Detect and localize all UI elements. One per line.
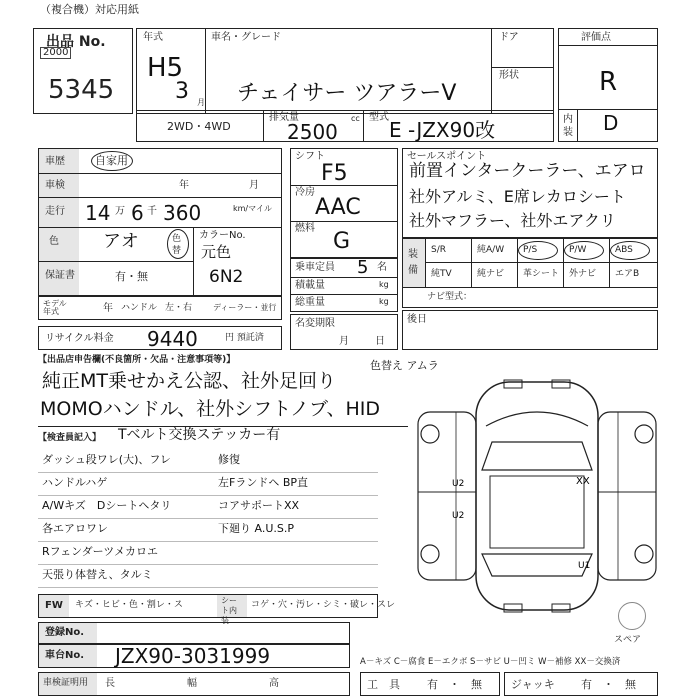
inspector-label: 【検査員記入】 (38, 433, 102, 443)
grade-value: R (599, 67, 618, 97)
name-change-month: 月 (339, 336, 349, 347)
equipment-item: P/S (523, 245, 538, 255)
inspector-right-line: 修復 (218, 453, 240, 466)
shift-label: シフト (295, 151, 325, 162)
inspector-head: Tベルト交換ステッカー有 (118, 427, 281, 443)
type-label: 型式 (369, 112, 389, 123)
damage-mark: XX (576, 476, 590, 487)
name-change-day: 日 (375, 336, 385, 347)
mileage-value-3: 360 (163, 201, 202, 225)
recycle-value: 9440 (147, 327, 198, 351)
model-year-unit: 年 (103, 303, 113, 314)
inspection-year-unit: 年 (179, 180, 189, 191)
recycle-row (38, 326, 282, 350)
type-value: E -JZX90改 (389, 118, 496, 142)
cert-option: 幅 (187, 678, 197, 689)
chassis-label: 車台No. (45, 650, 85, 661)
equipment-item: S/R (431, 245, 446, 255)
mileage-value-2: 6 (131, 201, 144, 225)
seller-line-1: 純正MT乗せかえ公認、社外足回り (42, 370, 336, 392)
name-change-label: 名変期限 (295, 318, 335, 329)
handle-label: ハンドル (121, 303, 158, 313)
load-unit: kg (379, 280, 389, 289)
seat-label: シート内装 (221, 596, 237, 625)
capacity-value: 5 (357, 257, 369, 278)
extra-label: 後日 (407, 314, 427, 325)
color-note: 色替 (172, 234, 182, 256)
inspector-right-line: コアサポートXX (218, 499, 300, 512)
mileage-unit-1: 万 (115, 206, 125, 217)
damage-mark: U2 (452, 479, 465, 489)
seat-items: コゲ・穴・汚レ・シミ・破レ・スレ (251, 600, 396, 610)
handle-options: 左・右 (165, 303, 193, 313)
inspector-note-line: 天張り体替え、タルミ (42, 568, 153, 581)
jack-label: ジャッキ (511, 678, 555, 691)
model-label: 車名・グレード (211, 32, 281, 43)
warranty-label: 保証書 (45, 270, 75, 281)
lot-label: 出品 No. (46, 34, 106, 50)
sales-label: セールスポイント (407, 151, 487, 162)
inspector-right-line: 下廻り A.U.S.P (218, 522, 294, 535)
equipment-item: エアB (615, 269, 640, 279)
cert-row (38, 672, 350, 696)
chassis-row (38, 644, 350, 668)
displacement-unit: cc (351, 114, 360, 123)
interior-value: D (603, 111, 619, 135)
inspection-month-unit: 月 (249, 180, 259, 191)
recycle-unit: 円 預託済 (225, 333, 264, 343)
reg-label: 登録No. (45, 627, 85, 638)
sales-line-1: 前置インタークーラー、エアロ (409, 161, 646, 181)
inspector-note-line: A/Wキズ Dシートヘタリ (42, 499, 172, 512)
top-note: （複合機）対応用紙 (40, 3, 139, 16)
car-history-value: 自家用 (95, 154, 128, 167)
interior-label: 内装 (563, 114, 573, 138)
damage-mark: U2 (452, 511, 465, 521)
history-block (38, 148, 282, 296)
grade-box (558, 28, 658, 142)
year-value: H5 (147, 53, 184, 83)
condition-row (38, 594, 396, 625)
color-label: 色 (49, 236, 59, 247)
ac-label: 冷房 (295, 187, 315, 198)
ac-value: AAC (315, 195, 361, 220)
shape-label: 形状 (499, 70, 519, 81)
tools-options: 有 ・ 無 (427, 678, 482, 691)
model-year-label: モデル年式 (43, 299, 67, 316)
recycle-label: リサイクル料金 (45, 333, 114, 344)
spare-label: スペア (614, 635, 642, 645)
cert-option: 高 (269, 678, 279, 689)
color-no-value-1: 元色 (201, 243, 232, 261)
lot-number: 5345 (48, 75, 115, 105)
gross-label: 総重量 (295, 297, 325, 308)
displacement-value: 2500 (287, 120, 338, 144)
drive-row (136, 110, 554, 142)
lot-box (33, 28, 133, 114)
gross-unit: kg (379, 297, 389, 306)
vehicle-box (136, 28, 554, 114)
month-value: 3 (175, 79, 189, 104)
equipment-item: ABS (615, 245, 633, 255)
cert-option: 長 (105, 678, 115, 689)
equipment-item: 革シート (523, 269, 560, 279)
inspection-label: 車検 (45, 180, 65, 191)
spare-tire-icon (618, 602, 646, 630)
equipment-item: P/W (569, 245, 587, 255)
fuel-value: G (333, 229, 351, 254)
warranty-options: 有・無 (115, 270, 148, 283)
displacement-label: 排気量 (269, 112, 299, 123)
fw-label: FW (45, 600, 63, 611)
lot-year-code: 2000 (40, 47, 71, 59)
year-label: 年式 (143, 32, 163, 43)
equipment-item: 純ナビ (477, 269, 505, 279)
car-diagram (416, 372, 658, 620)
specs-box (290, 148, 398, 258)
inspector-note-line: ダッシュ段ワレ(大)、フレ (42, 453, 171, 466)
equip-label: 装備 (408, 249, 418, 276)
navi-label: ナビ型式： (427, 292, 473, 302)
inspector-note-line: ハンドルハゲ (42, 476, 108, 489)
equipment-item: 純A/W (477, 245, 505, 255)
shift-value: F5 (321, 161, 348, 186)
mileage-label: 走行 (45, 206, 65, 217)
color-side-note: 色替え アムラ (370, 359, 439, 372)
load-label: 積載量 (295, 280, 325, 291)
dealer-label: ディーラー・並行 (213, 303, 277, 312)
fuel-label: 燃料 (295, 223, 315, 234)
month-unit: 月 (197, 98, 205, 107)
sales-line-3: 社外マフラー、社外エアクリ (409, 211, 616, 230)
equipment-circle-mark (518, 241, 558, 260)
inspector-right-line: 左Fランドヘ BP直 (218, 476, 309, 489)
equipment-box (402, 238, 658, 308)
model-row (38, 296, 282, 320)
mileage-value-1: 14 (85, 201, 111, 225)
jack-options: 有 ・ 無 (581, 678, 636, 691)
equipment-item: 純TV (431, 269, 452, 279)
damage-legend: A－キズ C－腐食 E－エクボ S－サビ U－凹ミ W－補修 XX－交換済 (360, 657, 621, 667)
color-no-label: カラーNo. (199, 230, 246, 241)
color-no-value-2: 6N2 (209, 267, 244, 287)
name-change-box (290, 314, 398, 350)
capacity-unit: 名 (377, 262, 387, 273)
equipment-item: 外ナビ (569, 269, 597, 279)
cert-label: 車検証明用 (43, 678, 89, 688)
seller-line-2: MOMOハンドル、社外シフトノブ、HID (40, 398, 381, 420)
reg-row (38, 622, 350, 644)
car-history-label: 車歴 (45, 156, 65, 167)
sales-line-2: 社外アルミ、E席レカロシート (409, 187, 626, 206)
later-box (402, 310, 658, 350)
sales-box (402, 148, 658, 238)
grade-label: 評価点 (581, 32, 611, 43)
capacity-box (290, 258, 398, 312)
equipment-circle-mark (564, 241, 604, 260)
color-value: アオ (103, 231, 139, 252)
door-label: ドア (499, 32, 519, 43)
inspector-note-line: 各エアロワレ (42, 522, 108, 535)
capacity-label: 乗車定員 (295, 262, 335, 273)
model-value: チェイサー ツアラーV (237, 81, 457, 106)
damage-mark: U1 (578, 561, 591, 571)
fw-items: キズ・ヒビ・色・割レ・ス (75, 600, 183, 610)
drive-label: 2WD・4WD (167, 120, 231, 133)
chassis-value: JZX90-3031999 (115, 644, 271, 668)
tools-label: 工 具 (367, 678, 400, 691)
tools-row (360, 672, 500, 696)
jack-row (504, 672, 658, 696)
inspector-note-line: Rフェンダーツメカロエ (42, 545, 158, 558)
equipment-circle-mark (610, 241, 650, 260)
mileage-unit-2: 千 (147, 206, 157, 217)
seller-label: 【出品店申告欄(不良箇所・欠品・注意事項等)】 (38, 355, 236, 365)
mileage-unit: km/マイル (233, 204, 272, 213)
